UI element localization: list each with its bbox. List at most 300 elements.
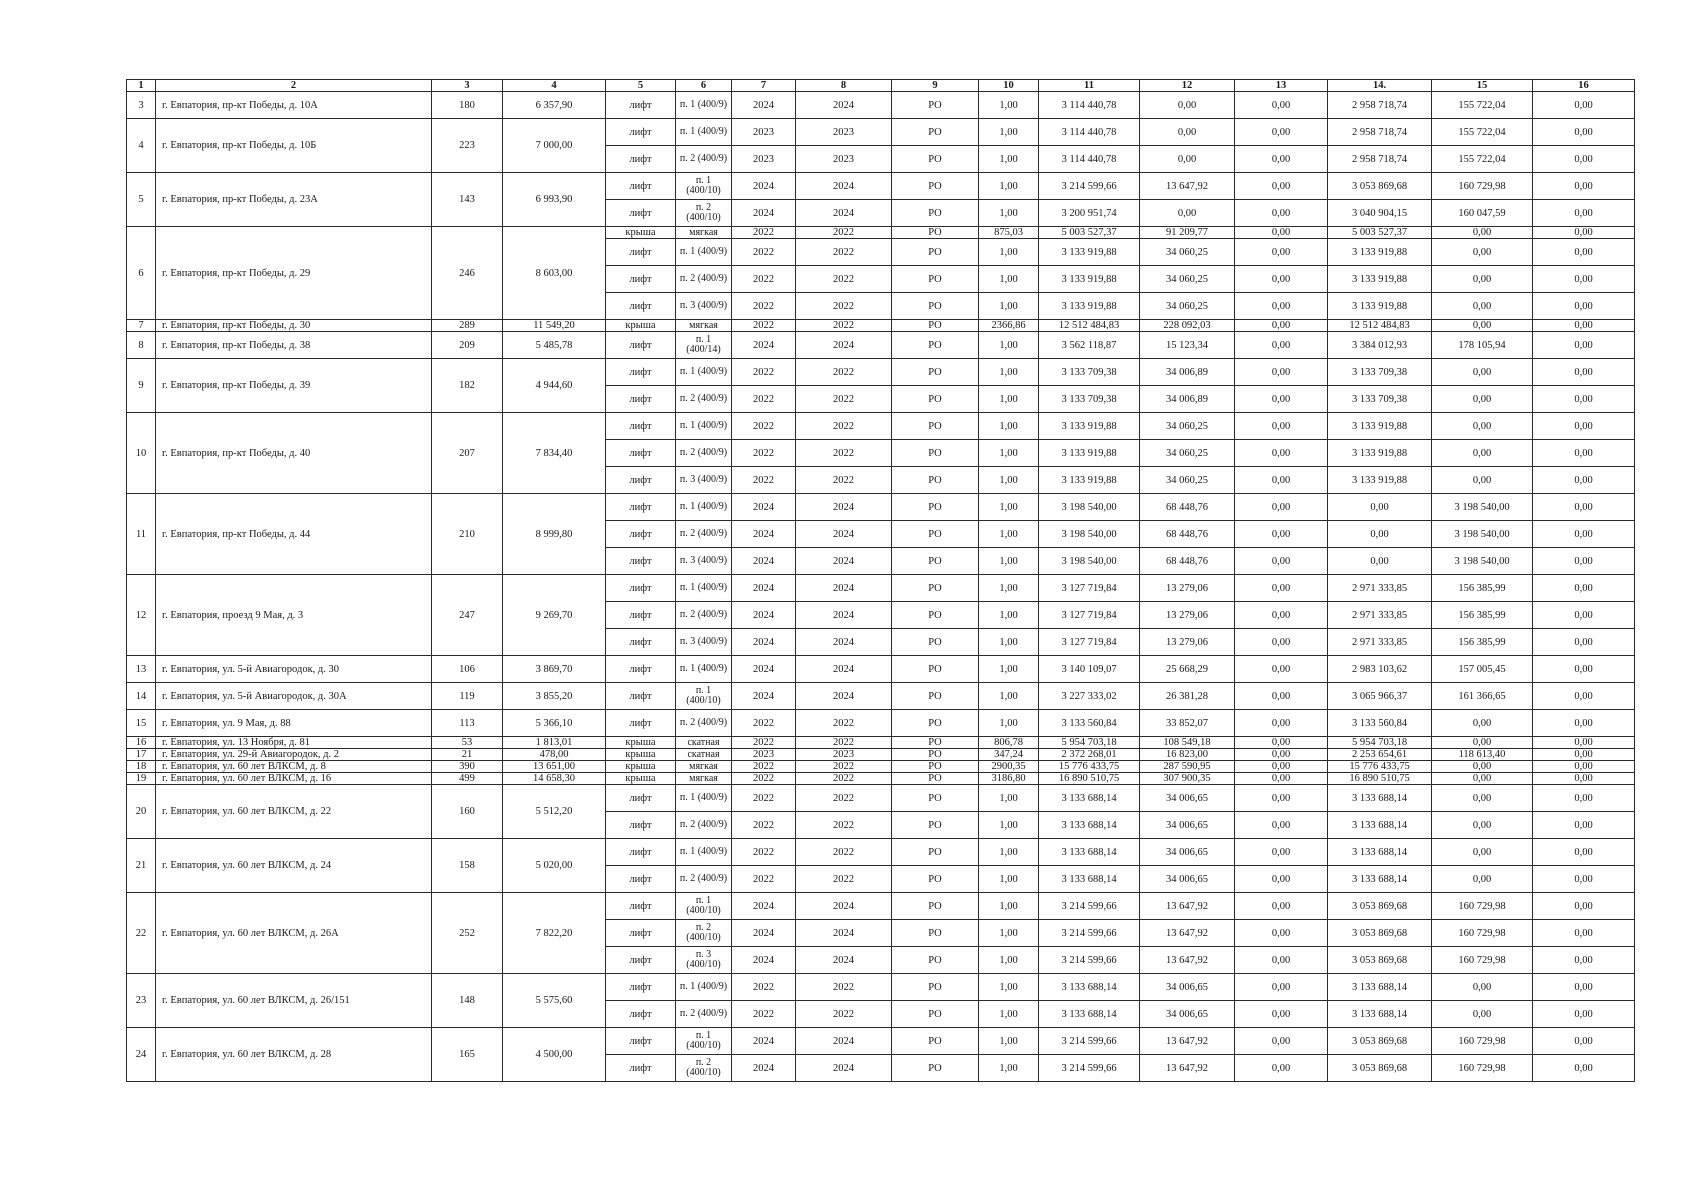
cell-col-8: 2022 — [796, 1001, 892, 1028]
cell-col-5: крыша — [606, 737, 676, 749]
cell-col-5: крыша — [606, 749, 676, 761]
cell-col-14: 3 040 904,15 — [1328, 200, 1432, 227]
cell-col-14: 3 133 709,38 — [1328, 359, 1432, 386]
cell-col-10: 1,00 — [979, 293, 1039, 320]
cell-col-5: лифт — [606, 785, 676, 812]
cell-col-9: РО — [892, 737, 979, 749]
cell-col-11: 3 198 540,00 — [1039, 548, 1140, 575]
cell-col-9: РО — [892, 710, 979, 737]
cell-col-10: 1,00 — [979, 974, 1039, 1001]
cell-col-2: г. Евпатория, пр-кт Победы, д. 10Б — [156, 119, 432, 173]
cell-col-2: г. Евпатория, ул. 5-й Авиагородок, д. 30 — [156, 656, 432, 683]
cell-col-12: 34 060,25 — [1140, 293, 1235, 320]
cell-col-8: 2023 — [796, 749, 892, 761]
cell-col-16: 0,00 — [1533, 683, 1635, 710]
cell-col-8: 2022 — [796, 974, 892, 1001]
cell-col-14: 0,00 — [1328, 521, 1432, 548]
cell-col-15: 0,00 — [1432, 386, 1533, 413]
table-row — [127, 494, 1635, 521]
cell-col-13: 0,00 — [1235, 974, 1328, 1001]
cell-col-2: г. Евпатория, пр-кт Победы, д. 30 — [156, 320, 432, 332]
cell-col-12: 34 006,65 — [1140, 974, 1235, 1001]
header-cell-15: 15 — [1432, 80, 1533, 92]
table-row — [127, 320, 1635, 332]
cell-col-7: 2024 — [732, 92, 796, 119]
header-cell-8: 8 — [796, 80, 892, 92]
cell-col-15: 160 729,98 — [1432, 920, 1533, 947]
cell-col-13: 0,00 — [1235, 200, 1328, 227]
cell-col-10: 1,00 — [979, 947, 1039, 974]
cell-col-15: 155 722,04 — [1432, 146, 1533, 173]
cell-col-8: 2024 — [796, 920, 892, 947]
cell-col-15: 160 729,98 — [1432, 893, 1533, 920]
cell-col-6: п. 1 (400/14) — [676, 332, 732, 359]
cell-col-2: г. Евпатория, пр-кт Победы, д. 23А — [156, 173, 432, 227]
cell-col-7: 2022 — [732, 467, 796, 494]
cell-col-10: 1,00 — [979, 413, 1039, 440]
cell-col-16: 0,00 — [1533, 893, 1635, 920]
cell-col-15: 155 722,04 — [1432, 119, 1533, 146]
cell-col-7: 2022 — [732, 293, 796, 320]
cell-col-5: лифт — [606, 413, 676, 440]
cell-col-14: 2 971 333,85 — [1328, 602, 1432, 629]
cell-col-13: 0,00 — [1235, 467, 1328, 494]
cell-col-1: 15 — [127, 710, 156, 737]
cell-col-16: 0,00 — [1533, 413, 1635, 440]
cell-col-16: 0,00 — [1533, 812, 1635, 839]
cell-col-11: 12 512 484,83 — [1039, 320, 1140, 332]
cell-col-1: 7 — [127, 320, 156, 332]
cell-col-2: г. Евпатория, пр-кт Победы, д. 38 — [156, 332, 432, 359]
cell-col-10: 1,00 — [979, 239, 1039, 266]
cell-col-16: 0,00 — [1533, 1001, 1635, 1028]
cell-col-2: г. Евпатория, пр-кт Победы, д. 44 — [156, 494, 432, 575]
cell-col-13: 0,00 — [1235, 293, 1328, 320]
cell-col-6: п. 2 (400/9) — [676, 602, 732, 629]
cell-col-14: 3 133 688,14 — [1328, 812, 1432, 839]
cell-col-13: 0,00 — [1235, 920, 1328, 947]
cell-col-12: 16 823,00 — [1140, 749, 1235, 761]
cell-col-7: 2022 — [732, 737, 796, 749]
cell-col-8: 2022 — [796, 320, 892, 332]
cell-col-6: п. 3 (400/9) — [676, 629, 732, 656]
cell-col-12: 33 852,07 — [1140, 710, 1235, 737]
table-body — [127, 80, 1635, 1082]
cell-col-16: 0,00 — [1533, 200, 1635, 227]
cell-col-6: п. 2 (400/9) — [676, 440, 732, 467]
cell-col-13: 0,00 — [1235, 173, 1328, 200]
cell-col-6: скатная — [676, 737, 732, 749]
cell-col-8: 2022 — [796, 785, 892, 812]
cell-col-12: 108 549,18 — [1140, 737, 1235, 749]
cell-col-15: 0,00 — [1432, 467, 1533, 494]
cell-col-15: 118 613,40 — [1432, 749, 1533, 761]
cell-col-5: лифт — [606, 293, 676, 320]
cell-col-10: 806,78 — [979, 737, 1039, 749]
cell-col-11: 5 954 703,18 — [1039, 737, 1140, 749]
cell-col-9: РО — [892, 386, 979, 413]
cell-col-11: 3 214 599,66 — [1039, 893, 1140, 920]
cell-col-1: 9 — [127, 359, 156, 413]
cell-col-14: 2 971 333,85 — [1328, 575, 1432, 602]
cell-col-8: 2024 — [796, 548, 892, 575]
cell-col-2: г. Евпатория, ул. 60 лет ВЛКСМ, д. 28 — [156, 1028, 432, 1082]
cell-col-1: 21 — [127, 839, 156, 893]
cell-col-11: 3 562 118,87 — [1039, 332, 1140, 359]
cell-col-13: 0,00 — [1235, 629, 1328, 656]
cell-col-16: 0,00 — [1533, 773, 1635, 785]
cell-col-15: 178 105,94 — [1432, 332, 1533, 359]
cell-col-2: г. Евпатория, ул. 29-й Авиагородок, д. 2 — [156, 749, 432, 761]
cell-col-9: РО — [892, 239, 979, 266]
table-row — [127, 785, 1635, 812]
cell-col-8: 2022 — [796, 359, 892, 386]
cell-col-15: 160 729,98 — [1432, 1055, 1533, 1082]
cell-col-8: 2022 — [796, 440, 892, 467]
cell-col-7: 2022 — [732, 974, 796, 1001]
cell-col-5: лифт — [606, 200, 676, 227]
cell-col-15: 160 729,98 — [1432, 947, 1533, 974]
cell-col-9: РО — [892, 119, 979, 146]
cell-col-16: 0,00 — [1533, 320, 1635, 332]
cell-col-11: 3 200 951,74 — [1039, 200, 1140, 227]
cell-col-15: 156 385,99 — [1432, 602, 1533, 629]
cell-col-9: РО — [892, 521, 979, 548]
cell-col-5: лифт — [606, 467, 676, 494]
cell-col-2: г. Евпатория, пр-кт Победы, д. 39 — [156, 359, 432, 413]
cell-col-16: 0,00 — [1533, 920, 1635, 947]
cell-col-7: 2023 — [732, 146, 796, 173]
cell-col-6: п. 1 (400/9) — [676, 494, 732, 521]
cell-col-12: 68 448,76 — [1140, 521, 1235, 548]
cell-col-11: 3 214 599,66 — [1039, 1055, 1140, 1082]
cell-col-6: п. 1 (400/9) — [676, 656, 732, 683]
cell-col-13: 0,00 — [1235, 386, 1328, 413]
cell-col-10: 1,00 — [979, 920, 1039, 947]
cell-col-5: лифт — [606, 575, 676, 602]
cell-col-3: 209 — [432, 332, 503, 359]
cell-col-2: г. Евпатория, ул. 60 лет ВЛКСМ, д. 22 — [156, 785, 432, 839]
cell-col-8: 2022 — [796, 812, 892, 839]
cell-col-1: 20 — [127, 785, 156, 839]
cell-col-5: лифт — [606, 494, 676, 521]
cell-col-13: 0,00 — [1235, 866, 1328, 893]
cell-col-16: 0,00 — [1533, 467, 1635, 494]
cell-col-8: 2022 — [796, 866, 892, 893]
cell-col-11: 3 198 540,00 — [1039, 521, 1140, 548]
cell-col-1: 8 — [127, 332, 156, 359]
cell-col-6: п. 1 (400/10) — [676, 893, 732, 920]
header-cell-13: 13 — [1235, 80, 1328, 92]
cell-col-13: 0,00 — [1235, 1028, 1328, 1055]
cell-col-5: крыша — [606, 773, 676, 785]
cell-col-1: 17 — [127, 749, 156, 761]
cell-col-3: 252 — [432, 893, 503, 974]
cell-col-15: 160 729,98 — [1432, 1028, 1533, 1055]
cell-col-11: 3 114 440,78 — [1039, 119, 1140, 146]
cell-col-3: 207 — [432, 413, 503, 494]
cell-col-9: РО — [892, 293, 979, 320]
cell-col-15: 156 385,99 — [1432, 575, 1533, 602]
cell-col-15: 160 047,59 — [1432, 200, 1533, 227]
cell-col-7: 2022 — [732, 440, 796, 467]
cell-col-11: 3 133 919,88 — [1039, 266, 1140, 293]
cell-col-9: РО — [892, 1055, 979, 1082]
cell-col-10: 2366,86 — [979, 320, 1039, 332]
cell-col-12: 13 647,92 — [1140, 920, 1235, 947]
cell-col-8: 2022 — [796, 386, 892, 413]
cell-col-7: 2022 — [732, 710, 796, 737]
cell-col-12: 13 647,92 — [1140, 893, 1235, 920]
cell-col-6: п. 2 (400/9) — [676, 266, 732, 293]
cell-col-12: 13 647,92 — [1140, 173, 1235, 200]
cell-col-11: 3 214 599,66 — [1039, 947, 1140, 974]
cell-col-8: 2022 — [796, 737, 892, 749]
table-row — [127, 893, 1635, 920]
cell-col-10: 1,00 — [979, 467, 1039, 494]
cell-col-1: 12 — [127, 575, 156, 656]
table-row — [127, 119, 1635, 146]
cell-col-14: 0,00 — [1328, 548, 1432, 575]
table-row — [127, 683, 1635, 710]
cell-col-10: 1,00 — [979, 332, 1039, 359]
cell-col-10: 1,00 — [979, 359, 1039, 386]
cell-col-5: лифт — [606, 629, 676, 656]
cell-col-12: 0,00 — [1140, 92, 1235, 119]
cell-col-12: 26 381,28 — [1140, 683, 1235, 710]
cell-col-12: 91 209,77 — [1140, 227, 1235, 239]
cell-col-4: 3 855,20 — [503, 683, 606, 710]
cell-col-12: 34 006,65 — [1140, 839, 1235, 866]
cell-col-8: 2022 — [796, 761, 892, 773]
cell-col-12: 25 668,29 — [1140, 656, 1235, 683]
cell-col-10: 1,00 — [979, 119, 1039, 146]
cell-col-4: 13 651,00 — [503, 761, 606, 773]
cell-col-10: 1,00 — [979, 785, 1039, 812]
cell-col-16: 0,00 — [1533, 785, 1635, 812]
cell-col-16: 0,00 — [1533, 1028, 1635, 1055]
cell-col-9: РО — [892, 812, 979, 839]
cell-col-13: 0,00 — [1235, 893, 1328, 920]
cell-col-2: г. Евпатория, ул. 5-й Авиагородок, д. 30А — [156, 683, 432, 710]
cell-col-16: 0,00 — [1533, 656, 1635, 683]
cell-col-13: 0,00 — [1235, 785, 1328, 812]
cell-col-5: лифт — [606, 1055, 676, 1082]
cell-col-9: РО — [892, 893, 979, 920]
cell-col-2: г. Евпатория, ул. 60 лет ВЛКСМ, д. 24 — [156, 839, 432, 893]
cell-col-13: 0,00 — [1235, 239, 1328, 266]
cell-col-4: 9 269,70 — [503, 575, 606, 656]
cell-col-1: 10 — [127, 413, 156, 494]
cell-col-14: 2 958 718,74 — [1328, 92, 1432, 119]
cell-col-15: 0,00 — [1432, 413, 1533, 440]
cell-col-9: РО — [892, 974, 979, 1001]
header-cell-2: 2 — [156, 80, 432, 92]
cell-col-3: 165 — [432, 1028, 503, 1082]
cell-col-15: 0,00 — [1432, 866, 1533, 893]
cell-col-9: РО — [892, 467, 979, 494]
cell-col-15: 161 366,65 — [1432, 683, 1533, 710]
cell-col-6: п. 2 (400/10) — [676, 200, 732, 227]
cell-col-10: 1,00 — [979, 893, 1039, 920]
cell-col-4: 5 575,60 — [503, 974, 606, 1028]
cell-col-6: п. 2 (400/9) — [676, 812, 732, 839]
cell-col-9: РО — [892, 173, 979, 200]
cell-col-10: 1,00 — [979, 146, 1039, 173]
cell-col-13: 0,00 — [1235, 683, 1328, 710]
cell-col-9: РО — [892, 548, 979, 575]
cell-col-10: 1,00 — [979, 839, 1039, 866]
cell-col-6: п. 2 (400/10) — [676, 1055, 732, 1082]
cell-col-6: п. 1 (400/9) — [676, 119, 732, 146]
cell-col-11: 3 133 919,88 — [1039, 239, 1140, 266]
cell-col-5: лифт — [606, 119, 676, 146]
cell-col-5: лифт — [606, 386, 676, 413]
table-row — [127, 1028, 1635, 1055]
cell-col-5: лифт — [606, 920, 676, 947]
cell-col-9: РО — [892, 413, 979, 440]
cell-col-12: 13 279,06 — [1140, 629, 1235, 656]
cell-col-7: 2022 — [732, 239, 796, 266]
capital-repair-table — [126, 79, 1635, 1082]
cell-col-1: 11 — [127, 494, 156, 575]
cell-col-12: 13 647,92 — [1140, 1028, 1235, 1055]
cell-col-5: лифт — [606, 812, 676, 839]
cell-col-5: лифт — [606, 266, 676, 293]
cell-col-9: РО — [892, 866, 979, 893]
cell-col-7: 2024 — [732, 629, 796, 656]
cell-col-2: г. Евпатория, ул. 60 лет ВЛКСМ, д. 16 — [156, 773, 432, 785]
cell-col-14: 3 384 012,93 — [1328, 332, 1432, 359]
cell-col-16: 0,00 — [1533, 494, 1635, 521]
cell-col-5: лифт — [606, 239, 676, 266]
cell-col-13: 0,00 — [1235, 575, 1328, 602]
cell-col-16: 0,00 — [1533, 629, 1635, 656]
cell-col-5: крыша — [606, 320, 676, 332]
cell-col-7: 2024 — [732, 1028, 796, 1055]
cell-col-9: РО — [892, 1001, 979, 1028]
cell-col-1: 13 — [127, 656, 156, 683]
cell-col-2: г. Евпатория, ул. 60 лет ВЛКСМ, д. 8 — [156, 761, 432, 773]
cell-col-10: 1,00 — [979, 440, 1039, 467]
header-cell-12: 12 — [1140, 80, 1235, 92]
table-row — [127, 749, 1635, 761]
cell-col-6: п. 3 (400/9) — [676, 548, 732, 575]
cell-col-6: п. 3 (400/9) — [676, 293, 732, 320]
cell-col-6: п. 2 (400/9) — [676, 521, 732, 548]
cell-col-6: п. 3 (400/10) — [676, 947, 732, 974]
cell-col-3: 180 — [432, 92, 503, 119]
cell-col-15: 0,00 — [1432, 266, 1533, 293]
cell-col-14: 2 971 333,85 — [1328, 629, 1432, 656]
cell-col-5: лифт — [606, 656, 676, 683]
cell-col-12: 228 092,03 — [1140, 320, 1235, 332]
cell-col-16: 0,00 — [1533, 737, 1635, 749]
cell-col-14: 3 053 869,68 — [1328, 920, 1432, 947]
cell-col-1: 19 — [127, 773, 156, 785]
cell-col-6: п. 2 (400/9) — [676, 386, 732, 413]
header-cell-9: 9 — [892, 80, 979, 92]
cell-col-12: 34 060,25 — [1140, 239, 1235, 266]
cell-col-6: мягкая — [676, 320, 732, 332]
cell-col-11: 3 133 688,14 — [1039, 839, 1140, 866]
cell-col-7: 2024 — [732, 656, 796, 683]
cell-col-8: 2022 — [796, 413, 892, 440]
cell-col-12: 34 006,89 — [1140, 386, 1235, 413]
cell-col-7: 2022 — [732, 320, 796, 332]
cell-col-12: 34 006,65 — [1140, 812, 1235, 839]
cell-col-9: РО — [892, 839, 979, 866]
cell-col-3: 160 — [432, 785, 503, 839]
cell-col-6: п. 1 (400/10) — [676, 1028, 732, 1055]
cell-col-5: лифт — [606, 92, 676, 119]
cell-col-7: 2022 — [732, 773, 796, 785]
cell-col-3: 499 — [432, 773, 503, 785]
table-row — [127, 737, 1635, 749]
cell-col-8: 2022 — [796, 839, 892, 866]
cell-col-15: 0,00 — [1432, 710, 1533, 737]
cell-col-13: 0,00 — [1235, 710, 1328, 737]
cell-col-3: 113 — [432, 710, 503, 737]
cell-col-4: 5 485,78 — [503, 332, 606, 359]
cell-col-8: 2022 — [796, 239, 892, 266]
cell-col-14: 3 133 919,88 — [1328, 440, 1432, 467]
cell-col-6: мягкая — [676, 761, 732, 773]
cell-col-4: 6 357,90 — [503, 92, 606, 119]
cell-col-11: 3 127 719,84 — [1039, 629, 1140, 656]
cell-col-7: 2023 — [732, 749, 796, 761]
cell-col-6: скатная — [676, 749, 732, 761]
cell-col-15: 0,00 — [1432, 227, 1533, 239]
cell-col-6: п. 1 (400/9) — [676, 974, 732, 1001]
cell-col-12: 34 006,89 — [1140, 359, 1235, 386]
cell-col-9: РО — [892, 947, 979, 974]
cell-col-10: 1,00 — [979, 92, 1039, 119]
cell-col-15: 0,00 — [1432, 239, 1533, 266]
cell-col-9: РО — [892, 200, 979, 227]
cell-col-10: 1,00 — [979, 173, 1039, 200]
cell-col-11: 3 133 688,14 — [1039, 866, 1140, 893]
cell-col-8: 2023 — [796, 119, 892, 146]
cell-col-14: 3 053 869,68 — [1328, 1055, 1432, 1082]
header-cell-1: 1 — [127, 80, 156, 92]
cell-col-3: 247 — [432, 575, 503, 656]
cell-col-13: 0,00 — [1235, 92, 1328, 119]
cell-col-8: 2024 — [796, 656, 892, 683]
table-row — [127, 773, 1635, 785]
cell-col-3: 223 — [432, 119, 503, 173]
cell-col-5: лифт — [606, 332, 676, 359]
cell-col-4: 4 944,60 — [503, 359, 606, 413]
cell-col-8: 2024 — [796, 602, 892, 629]
cell-col-14: 2 253 654,61 — [1328, 749, 1432, 761]
cell-col-7: 2024 — [732, 548, 796, 575]
cell-col-13: 0,00 — [1235, 413, 1328, 440]
cell-col-2: г. Евпатория, пр-кт Победы, д. 29 — [156, 227, 432, 320]
cell-col-15: 0,00 — [1432, 1001, 1533, 1028]
cell-col-12: 13 647,92 — [1140, 947, 1235, 974]
cell-col-15: 160 729,98 — [1432, 173, 1533, 200]
cell-col-5: лифт — [606, 602, 676, 629]
cell-col-13: 0,00 — [1235, 440, 1328, 467]
cell-col-12: 34 006,65 — [1140, 785, 1235, 812]
cell-col-15: 0,00 — [1432, 773, 1533, 785]
header-cell-6: 6 — [676, 80, 732, 92]
cell-col-13: 0,00 — [1235, 773, 1328, 785]
cell-col-9: РО — [892, 749, 979, 761]
cell-col-2: г. Евпатория, ул. 9 Мая, д. 88 — [156, 710, 432, 737]
cell-col-3: 246 — [432, 227, 503, 320]
